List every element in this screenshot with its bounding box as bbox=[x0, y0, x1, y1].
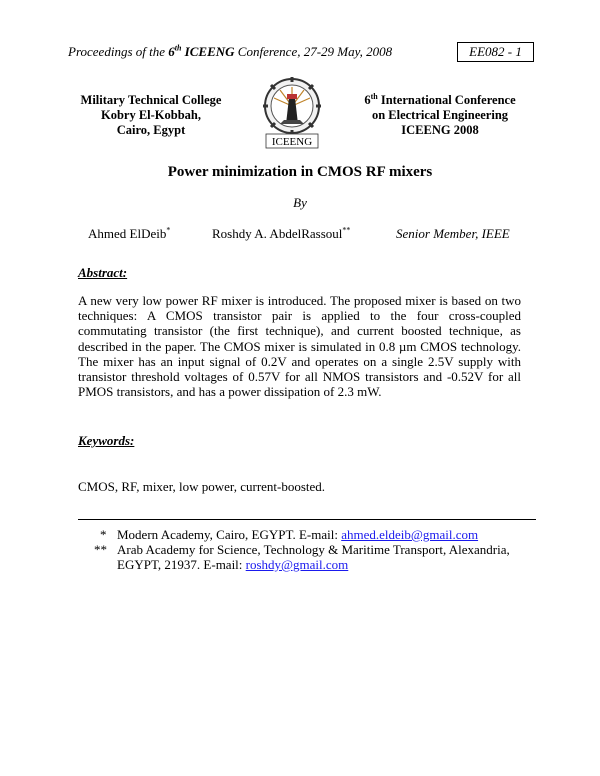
author-affiliation bbox=[396, 226, 510, 242]
proceedings-ordinal-sup: th bbox=[174, 43, 182, 53]
footnote-2 bbox=[117, 542, 510, 572]
institution-left bbox=[66, 93, 236, 138]
author-1-mark: * bbox=[166, 225, 171, 235]
proceedings-conf-abbr: ICEENG bbox=[184, 44, 235, 59]
keywords-text: CMOS, RF, mixer, low power, current-boosted. bbox=[78, 479, 326, 494]
keywords-heading: Keywords: bbox=[78, 433, 135, 448]
by-label: By bbox=[293, 195, 307, 210]
institution-right-line1-rest: International Conference bbox=[377, 93, 516, 107]
proceedings-header bbox=[68, 44, 392, 60]
institution-right bbox=[355, 93, 525, 138]
iceeng-logo bbox=[258, 76, 326, 150]
institution-left-line3: Cairo, Egypt bbox=[116, 123, 186, 137]
logo-emblem-icon bbox=[258, 76, 326, 150]
institution-right-line2: on Electrical Engineering bbox=[371, 108, 509, 122]
author-2 bbox=[212, 226, 350, 242]
footnote-2-text: Arab Academy for Science, Technology & Maritime Transport, Alexandria, bbox=[117, 542, 510, 557]
proceedings-suffix: Conference, 27-29 May, 2008 bbox=[234, 44, 393, 59]
author-2-mark: ** bbox=[342, 225, 351, 235]
institution-left-line2: Kobry El-Kobbah, bbox=[100, 108, 202, 122]
institution-left-line1: Military Technical College bbox=[80, 93, 222, 107]
footnote-separator bbox=[78, 519, 536, 520]
institution-right-ordinal-sup: th bbox=[370, 91, 378, 101]
institution-right-line1 bbox=[355, 93, 525, 108]
footnote-1 bbox=[117, 527, 478, 542]
author-1-name: Ahmed ElDeib bbox=[88, 226, 167, 241]
institution-right-ordinal: 6 bbox=[364, 93, 371, 107]
footnote-1-text: Modern Academy, Cairo, EGYPT. E-mail: bbox=[117, 527, 342, 542]
footnote-2-email-link[interactable]: roshdy@gmail.com bbox=[245, 557, 349, 572]
paper-title: Power minimization in CMOS RF mixers bbox=[167, 164, 433, 180]
abstract-heading: Abstract: bbox=[78, 265, 128, 280]
footnote-2-line2-text: EGYPT, 21937. E-mail: bbox=[117, 557, 246, 572]
logo-label: ICEENG bbox=[271, 136, 313, 148]
footnote-2-line2 bbox=[117, 557, 510, 572]
author-2-name: Roshdy A. AbdelRassoul bbox=[212, 226, 343, 241]
proceedings-ordinal: 6 bbox=[168, 44, 175, 59]
proceedings-prefix: Proceedings of the bbox=[68, 44, 169, 59]
footnote-1-email-link[interactable]: ahmed.eldeib@gmail.com bbox=[341, 527, 479, 542]
author-1 bbox=[88, 226, 170, 242]
footnote-2-mark: ** bbox=[94, 542, 107, 557]
paper-code: EE082 - 1 bbox=[457, 42, 534, 62]
institution-right-line3: ICEENG 2008 bbox=[401, 123, 479, 137]
abstract-text: A new very low power RF mixer is introduced. The proposed mixer is based on two techniques: A CMOS transistor pair is applied to the four cross-coupled commutating transistor (the first technique), and current boosted technique, as described in the paper. The CMOS mixer is simulated in 0.8 µm CMOS technology. The mixer has an input signal of 0.2V and operates on a single 2.5V supply with transistor threshold voltages of 0.57V for all NMOS transistors and -0.52V for all PMOS transistors, and has a power dissipation of 2.3 mW. bbox=[78, 293, 521, 400]
footnote-1-mark: * bbox=[100, 527, 107, 542]
author-3-name: Senior Member, IEEE bbox=[396, 226, 510, 241]
